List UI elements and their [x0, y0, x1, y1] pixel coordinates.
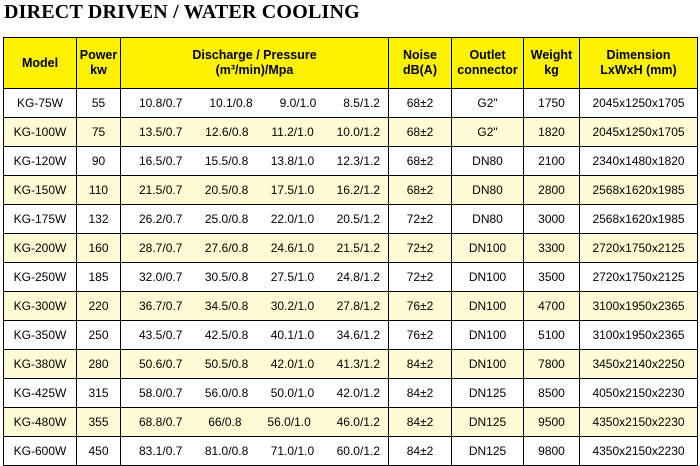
cell-model: KG-75W	[4, 89, 77, 118]
discharge-value-d3: 42.0/1.0	[270, 357, 315, 371]
cell-dimension: 4350x2150x2230	[580, 437, 698, 466]
discharge-value-d4: 60.0/1.2	[336, 444, 380, 458]
discharge-value-d3: 11.2/1.0	[271, 125, 314, 139]
header-power-line1: Power	[79, 48, 118, 62]
cell-weight: 1750	[524, 89, 580, 118]
table-row	[4, 350, 698, 379]
discharge-value-d4: 20.5/1.2	[336, 212, 380, 226]
cell-outlet: DN100	[452, 321, 524, 350]
cell-power: 220	[77, 292, 121, 321]
discharge-value-d1: 13.5/0.7	[139, 125, 183, 139]
cell-noise: 72±2	[389, 234, 452, 263]
header-weight-line2: kg	[544, 63, 559, 77]
discharge-value-d3: 40.1/1.0	[270, 328, 315, 342]
header-discharge	[121, 38, 389, 89]
cell-dimension: 2045x1250x1705	[580, 118, 698, 147]
cell-power: 55	[77, 89, 121, 118]
cell-power: 90	[77, 147, 121, 176]
discharge-value-d3: 17.5/1.0	[270, 183, 315, 197]
discharge-value-d3: 30.2/1.0	[270, 299, 315, 313]
cell-discharge	[121, 379, 389, 408]
discharge-value-d3: 9.0/1.0	[279, 96, 317, 110]
cell-discharge	[121, 408, 389, 437]
cell-outlet: DN80	[452, 176, 524, 205]
cell-outlet: G2"	[452, 89, 524, 118]
cell-discharge	[121, 437, 389, 466]
cell-dimension: 3100x1950x2365	[580, 292, 698, 321]
table-row	[4, 437, 698, 466]
discharge-values	[121, 96, 388, 110]
table-row	[4, 118, 698, 147]
cell-model: KG-200W	[4, 234, 77, 263]
discharge-values	[121, 154, 388, 168]
cell-power: 160	[77, 234, 121, 263]
cell-power: 75	[77, 118, 121, 147]
cell-noise: 68±2	[389, 89, 452, 118]
cell-weight: 2100	[524, 147, 580, 176]
discharge-values	[121, 183, 388, 197]
cell-power: 450	[77, 437, 121, 466]
discharge-values	[121, 328, 388, 342]
discharge-value-d4: 12.3/1.2	[336, 154, 380, 168]
cell-dimension: 2568x1620x1985	[580, 205, 698, 234]
cell-model: KG-350W	[4, 321, 77, 350]
cell-noise: 84±2	[389, 408, 452, 437]
discharge-value-d2: 15.5/0.8	[204, 154, 249, 168]
table-row	[4, 147, 698, 176]
discharge-value-d2: 30.5/0.8	[204, 270, 249, 284]
cell-weight: 4700	[524, 292, 580, 321]
cell-power: 315	[77, 379, 121, 408]
discharge-value-d3: 56.0/1.0	[267, 415, 311, 429]
cell-discharge	[121, 147, 389, 176]
cell-noise: 68±2	[389, 176, 452, 205]
discharge-value-d4: 27.8/1.2	[336, 299, 380, 313]
header-outlet-line2: connector	[457, 63, 518, 77]
discharge-value-d2: 42.5/0.8	[204, 328, 249, 342]
table-row	[4, 292, 698, 321]
cell-model: KG-380W	[4, 350, 77, 379]
cell-model: KG-175W	[4, 205, 77, 234]
cell-dimension: 3450x2140x2250	[580, 350, 698, 379]
cell-outlet: DN80	[452, 147, 524, 176]
header-model	[4, 38, 77, 89]
discharge-value-d2: 12.6/0.8	[205, 125, 249, 139]
cell-dimension: 2720x1750x2125	[580, 263, 698, 292]
discharge-value-d4: 10.0/1.2	[336, 125, 380, 139]
discharge-value-d1: 43.5/0.7	[139, 328, 183, 342]
table-row	[4, 321, 698, 350]
cell-discharge	[121, 350, 389, 379]
discharge-value-d2: 34.5/0.8	[204, 299, 249, 313]
discharge-value-d1: 26.2/0.7	[139, 212, 183, 226]
discharge-values	[121, 415, 388, 429]
cell-dimension: 4350x2150x2230	[580, 408, 698, 437]
cell-model: KG-600W	[4, 437, 77, 466]
discharge-value-d4: 8.5/1.2	[343, 96, 380, 110]
cell-noise: 76±2	[389, 321, 452, 350]
table-row	[4, 176, 698, 205]
discharge-values	[121, 241, 388, 255]
cell-noise: 72±2	[389, 205, 452, 234]
cell-power: 250	[77, 321, 121, 350]
cell-discharge	[121, 118, 389, 147]
discharge-values	[121, 299, 388, 313]
discharge-value-d1: 68.8/0.7	[139, 415, 183, 429]
cell-model: KG-100W	[4, 118, 77, 147]
discharge-value-d3: 13.8/1.0	[270, 154, 315, 168]
discharge-value-d2: 50.5/0.8	[204, 357, 249, 371]
discharge-values	[121, 125, 388, 139]
discharge-value-d3: 50.0/1.0	[270, 386, 315, 400]
cell-dimension: 3100x1950x2365	[580, 321, 698, 350]
discharge-value-d1: 32.0/0.7	[139, 270, 183, 284]
cell-dimension: 2340x1480x1820	[580, 147, 698, 176]
cell-noise: 68±2	[389, 147, 452, 176]
header-noise-line1: Noise	[402, 48, 438, 62]
cell-noise: 72±2	[389, 263, 452, 292]
header-outlet	[452, 38, 524, 89]
cell-model: KG-250W	[4, 263, 77, 292]
cell-weight: 2800	[524, 176, 580, 205]
cell-noise: 68±2	[389, 118, 452, 147]
table-row	[4, 234, 698, 263]
header-weight	[524, 38, 580, 89]
table-row	[4, 408, 698, 437]
discharge-value-d4: 42.0/1.2	[336, 386, 380, 400]
discharge-value-d2: 20.5/0.8	[204, 183, 249, 197]
discharge-value-d3: 22.0/1.0	[270, 212, 315, 226]
discharge-value-d1: 16.5/0.7	[139, 154, 183, 168]
cell-power: 185	[77, 263, 121, 292]
header-dimension-line2: LxWxH (mm)	[600, 63, 677, 77]
cell-weight: 3000	[524, 205, 580, 234]
cell-outlet: DN125	[452, 379, 524, 408]
discharge-value-d4: 16.2/1.2	[336, 183, 380, 197]
cell-outlet: DN100	[452, 292, 524, 321]
cell-discharge	[121, 292, 389, 321]
cell-weight: 5100	[524, 321, 580, 350]
header-dimension	[580, 38, 698, 89]
discharge-value-d2: 10.1/0.8	[209, 96, 253, 110]
cell-weight: 8500	[524, 379, 580, 408]
cell-power: 280	[77, 350, 121, 379]
cell-power: 110	[77, 176, 121, 205]
cell-model: KG-425W	[4, 379, 77, 408]
cell-discharge	[121, 321, 389, 350]
cell-weight: 9800	[524, 437, 580, 466]
header-dimension-line1: Dimension	[606, 48, 671, 62]
header-discharge-line2: (m³/min)/Mpa	[215, 63, 294, 77]
discharge-values	[121, 444, 388, 458]
discharge-value-d2: 27.6/0.8	[204, 241, 249, 255]
cell-outlet: DN100	[452, 234, 524, 263]
spec-table	[3, 37, 698, 466]
header-power-line2: kw	[90, 63, 107, 77]
header-outlet-line1: Outlet	[469, 48, 506, 62]
cell-outlet: DN125	[452, 437, 524, 466]
discharge-value-d2: 56.0/0.8	[204, 386, 249, 400]
discharge-value-d4: 46.0/1.2	[336, 415, 380, 429]
cell-weight: 7800	[524, 350, 580, 379]
discharge-value-d4: 21.5/1.2	[336, 241, 380, 255]
discharge-value-d3: 27.5/1.0	[270, 270, 315, 284]
header-weight-line1: Weight	[530, 48, 573, 62]
table-row	[4, 89, 698, 118]
discharge-values	[121, 357, 388, 371]
cell-noise: 84±2	[389, 379, 452, 408]
cell-noise: 76±2	[389, 292, 452, 321]
discharge-values	[121, 386, 388, 400]
discharge-value-d2: 66/0.8	[208, 415, 242, 429]
table-row	[4, 379, 698, 408]
cell-outlet: DN125	[452, 408, 524, 437]
table-row	[4, 205, 698, 234]
cell-power: 132	[77, 205, 121, 234]
cell-outlet: G2"	[452, 118, 524, 147]
table-row	[4, 263, 698, 292]
cell-model: KG-300W	[4, 292, 77, 321]
cell-model: KG-150W	[4, 176, 77, 205]
discharge-value-d3: 24.6/1.0	[270, 241, 315, 255]
cell-weight: 3300	[524, 234, 580, 263]
table-header	[4, 38, 698, 89]
discharge-value-d1: 28.7/0.7	[139, 241, 183, 255]
cell-outlet: DN100	[452, 263, 524, 292]
cell-dimension: 2720x1750x2125	[580, 234, 698, 263]
cell-discharge	[121, 89, 389, 118]
discharge-values	[121, 270, 388, 284]
discharge-value-d1: 21.5/0.7	[139, 183, 183, 197]
discharge-value-d1: 58.0/0.7	[139, 386, 183, 400]
discharge-value-d4: 41.3/1.2	[336, 357, 380, 371]
cell-noise: 84±2	[389, 437, 452, 466]
cell-weight: 1820	[524, 118, 580, 147]
cell-weight: 3500	[524, 263, 580, 292]
cell-weight: 9500	[524, 408, 580, 437]
discharge-value-d2: 25.0/0.8	[204, 212, 249, 226]
cell-discharge	[121, 176, 389, 205]
cell-dimension: 2045x1250x1705	[580, 89, 698, 118]
cell-dimension: 4050x2150x2230	[580, 379, 698, 408]
discharge-value-d1: 50.6/0.7	[139, 357, 183, 371]
header-noise-line2: dB(A)	[402, 63, 437, 77]
page-title: DIRECT DRIVEN / WATER COOLING	[4, 1, 360, 23]
cell-outlet: DN80	[452, 205, 524, 234]
table-body	[4, 89, 698, 466]
cell-dimension: 2568x1620x1985	[580, 176, 698, 205]
cell-power: 355	[77, 408, 121, 437]
cell-outlet: DN100	[452, 350, 524, 379]
discharge-values	[121, 212, 388, 226]
cell-discharge	[121, 234, 389, 263]
header-model-label: Model	[21, 55, 59, 70]
cell-noise: 84±2	[389, 350, 452, 379]
cell-model: KG-480W	[4, 408, 77, 437]
discharge-value-d3: 71.0/1.0	[270, 444, 315, 458]
header-discharge-line1: Discharge / Pressure	[192, 48, 317, 62]
header-power	[77, 38, 121, 89]
discharge-value-d1: 83.1/0.7	[139, 444, 183, 458]
cell-discharge	[121, 263, 389, 292]
discharge-value-d4: 34.6/1.2	[336, 328, 380, 342]
cell-discharge	[121, 205, 389, 234]
discharge-value-d4: 24.8/1.2	[336, 270, 380, 284]
discharge-value-d2: 81.0/0.8	[204, 444, 249, 458]
discharge-value-d1: 36.7/0.7	[139, 299, 183, 313]
discharge-value-d1: 10.8/0.7	[139, 96, 183, 110]
header-noise	[389, 38, 452, 89]
cell-model: KG-120W	[4, 147, 77, 176]
